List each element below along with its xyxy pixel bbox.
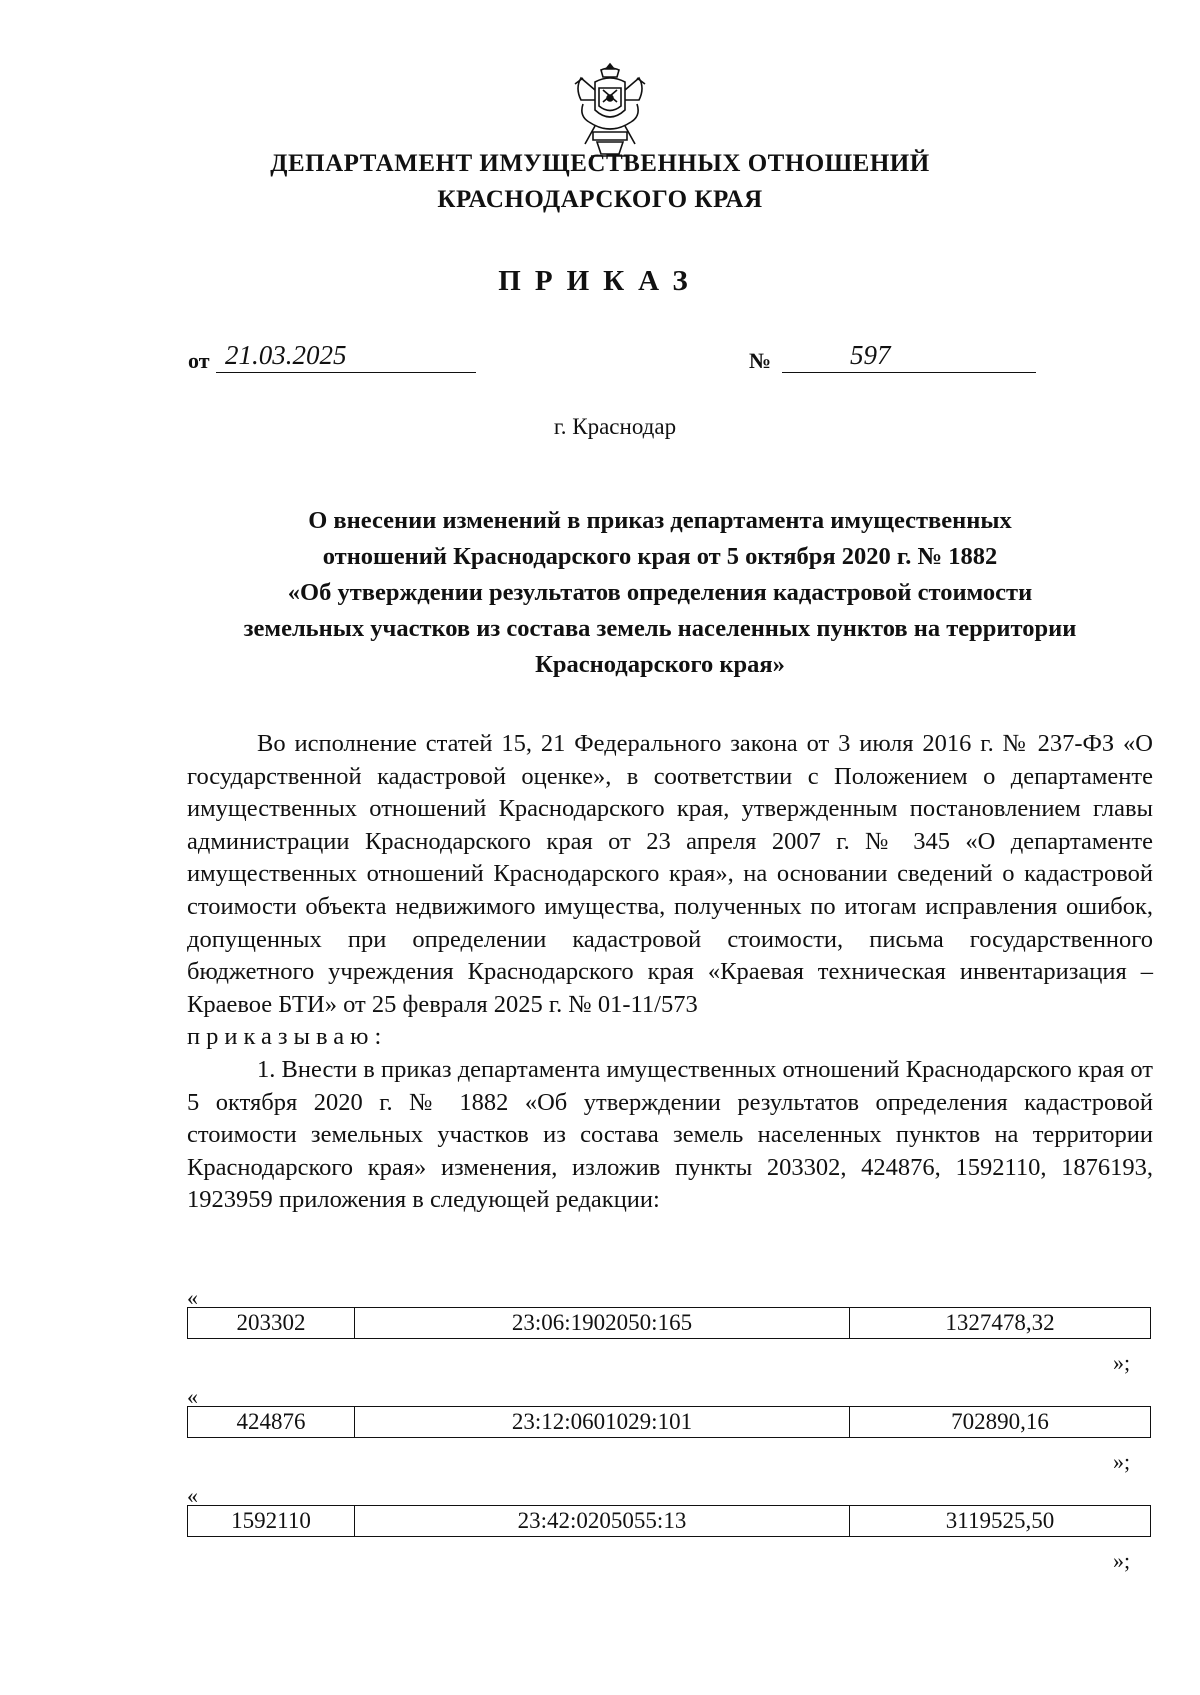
order-word: приказываю: <box>187 1023 388 1051</box>
preamble-paragraph: Во исполнение статей 15, 21 Федерального закона от 3 июля 2016 г. № 237-ФЗ «О государственной кадастровой оценке», в соответствии с Положением о департаменте имущественных отношений Краснодарского края, утвержденным постановлением главы администрации Краснодарского края от 23 апреля 2007 г. № 345 «О департаменте имущественных отношений Краснодарского края», на основании сведений о кадастровой стоимости объекта недвижимого имущества, полученных по итогам исправления ошибок, допущенных при определении кадастровой стоимости, письма государственного бюджетного учреждения Краснодарского края «Краевая техническая инвентаризация – Краевое БТИ» от 25 февраля 2025 г. № 01-11/573 <box>187 730 1153 1018</box>
amendment-table <box>187 1505 1151 1537</box>
quote-open: « <box>187 1483 198 1508</box>
subject-line: О внесении изменений в приказ департамента имущественных <box>308 507 1012 534</box>
date-handwritten: 21.03.2025 <box>225 340 347 370</box>
document-type-title: ПРИКАЗ <box>498 265 702 297</box>
cadastral-number-cell: 23:06:1902050:165 <box>355 1308 850 1339</box>
quote-close: »; <box>1113 1350 1131 1375</box>
date-underline <box>216 372 476 373</box>
item-number-cell: 424876 <box>188 1407 355 1438</box>
subject-line: земельных участков из состава земель населенных пунктов на территории <box>243 615 1077 642</box>
amendment-table <box>187 1406 1151 1438</box>
subject-line: Краснодарского края» <box>535 651 785 678</box>
quote-close: »; <box>1113 1548 1131 1573</box>
item-number-cell: 203302 <box>188 1308 355 1339</box>
order-body <box>187 728 1153 1217</box>
cadastral-number-cell: 23:12:0601029:101 <box>355 1407 850 1438</box>
department-name-line2: КРАСНОДАРСКОГО КРАЯ <box>437 186 763 213</box>
subject-line: «Об утверждении результатов определения кадастровой стоимости <box>287 579 1033 606</box>
number-handwritten: 597 <box>850 340 891 370</box>
quote-open: « <box>187 1285 198 1310</box>
table-row <box>188 1506 1151 1537</box>
subject-line: отношений Краснодарского края от 5 октября 2020 г. № 1882 <box>322 543 998 570</box>
cadastral-value-cell: 702890,16 <box>850 1407 1151 1438</box>
order-subject <box>180 503 1140 683</box>
item-number-cell: 1592110 <box>188 1506 355 1537</box>
krasnodar-coat-of-arms-icon <box>565 60 655 160</box>
cadastral-number-cell: 23:42:0205055:13 <box>355 1506 850 1537</box>
number-underline <box>782 372 1036 373</box>
city: г. Краснодар <box>553 414 677 439</box>
department-name-line1: ДЕПАРТАМЕНТ ИМУЩЕСТВЕННЫХ ОТНОШЕНИЙ <box>270 150 930 177</box>
number-label: № <box>749 348 772 373</box>
cadastral-value-cell: 3119525,50 <box>850 1506 1151 1537</box>
table-row <box>188 1407 1151 1438</box>
quote-close: »; <box>1113 1449 1131 1474</box>
cadastral-value-cell: 1327478,32 <box>850 1308 1151 1339</box>
table-row <box>188 1308 1151 1339</box>
amendment-table <box>187 1307 1151 1339</box>
date-label: от <box>188 348 210 373</box>
item-1-paragraph: 1. Внести в приказ департамента имущественных отношений Краснодарского края от 5 октября 2020 г. № 1882 «Об утверждении результатов определения кадастровой стоимости земельных участков из состава земель населенных пунктов на территории Краснодарского края» изменения, изложив пункты 203302, 424876, 1592110, 1876193, 1923959 приложения в следующей редакции: <box>187 1055 1153 1214</box>
quote-open: « <box>187 1384 198 1409</box>
